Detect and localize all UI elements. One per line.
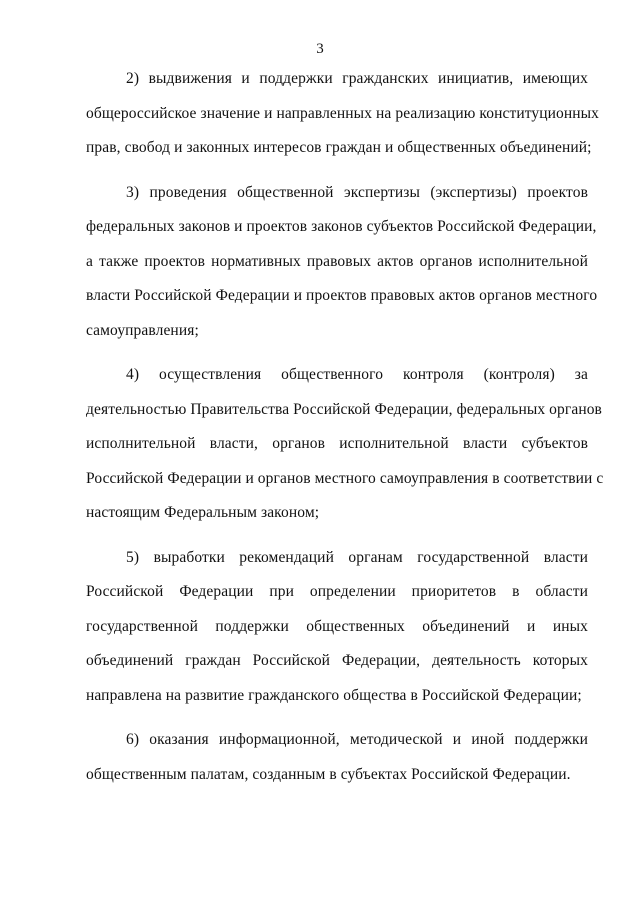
paragraph-line: направлена на развитие гражданского общества в Российской Федерации; [86,686,582,704]
paragraph-line: 3) проведения общественной экспертизы (экспертизы) проектов [126,183,588,201]
paragraph-line: федеральных законов и проектов законов субъектов Российской Федерации, [86,218,597,235]
page-number: 3 [316,41,324,57]
paragraph-line: власти Российской Федерации и проектов правовых актов органов местного [86,287,598,304]
paragraph-item-5 [86,541,588,714]
paragraph-line: 6) оказания информационной, методической и иной поддержки [126,731,588,748]
document-body [86,62,604,802]
paragraph-item-6 [86,723,588,792]
paragraph-line: объединений граждан Российской Федерации, деятельность которых [86,652,588,669]
paragraph-item-2 [86,62,600,166]
paragraph-line: 5) выработки рекомендаций органам государственной власти [126,548,588,566]
paragraph-line: общественным палатам, созданным в субъектах Российской Федерации. [86,765,571,783]
paragraph-line: 2) выдвижения и поддержки гражданских инициатив, имеющих [126,70,588,87]
paragraph-line: настоящим Федеральным законом; [86,504,320,521]
paragraph-line: исполнительной власти, органов исполнительной власти субъектов [86,435,588,452]
paragraph-line: государственной поддержки общественных объединений и иных [86,617,588,635]
paragraph-line: самоуправления; [86,321,199,339]
paragraph-line: Российской Федерации при определении приоритетов в области [86,583,588,600]
paragraph-line: прав, свобод и законных интересов граждан и общественных объединений; [86,139,592,156]
paragraph-item-3 [86,176,598,349]
paragraph-line: деятельностью Правительства Российской Федерации, федеральных органов [86,400,602,418]
paragraph-item-4 [86,358,604,531]
paragraph-line: 4) осуществления общественного контроля (контроля) за [126,366,588,383]
paragraph-line: Российской Федерации и органов местного самоуправления в соответствии с [86,469,604,487]
paragraph-line: общероссийское значение и направленных на реализацию конституционных [86,104,600,122]
paragraph-line: а также проектов нормативных правовых актов органов исполнительной [86,252,588,270]
